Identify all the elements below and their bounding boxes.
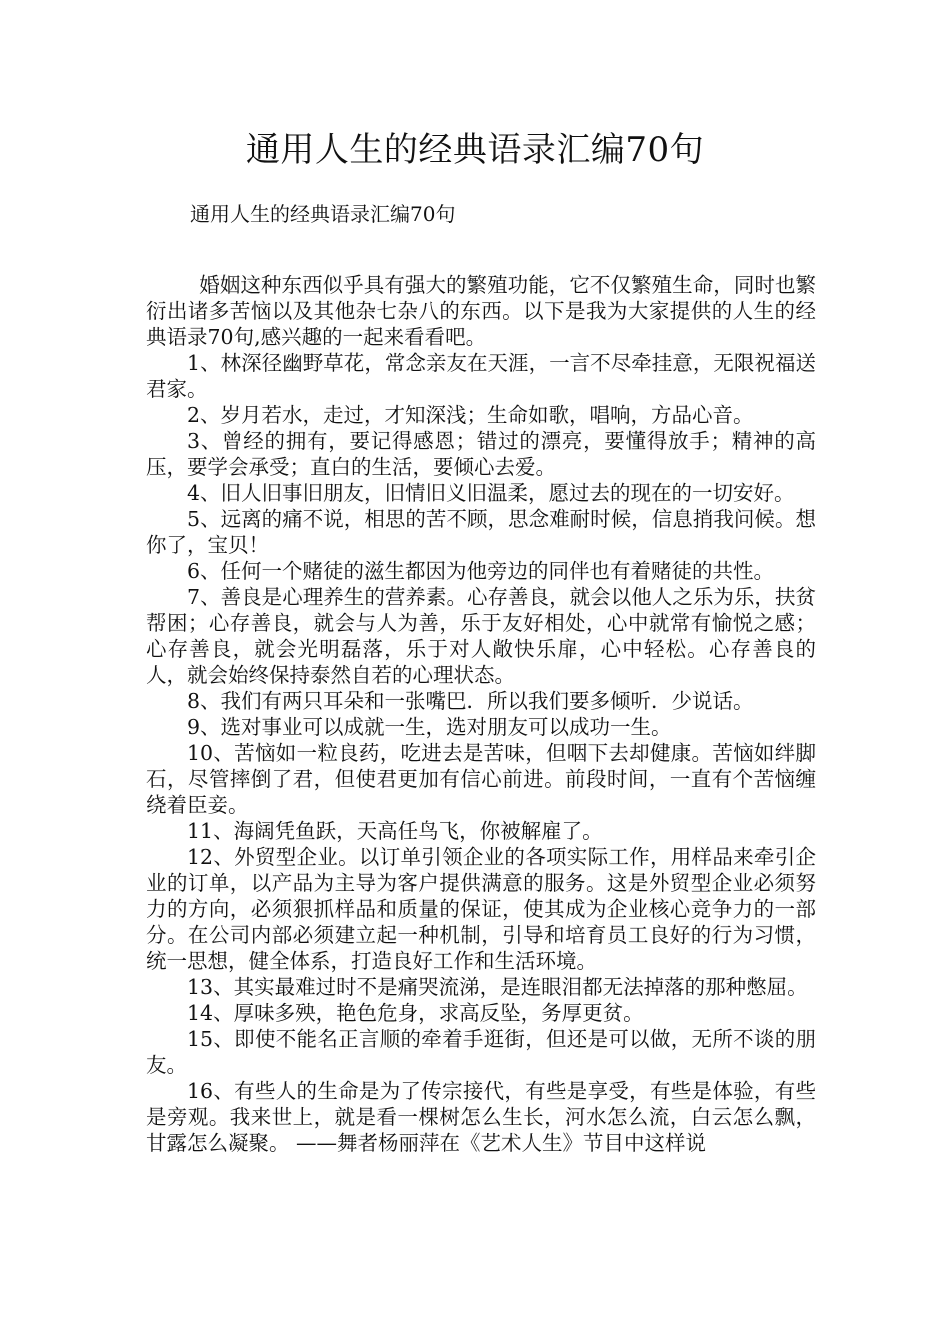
quote-paragraph: 12、外贸型企业。以订单引领企业的各项实际工作，用样品来牵引企业的订单，以产品为主导为客户提供满意的服务。这是外贸型企业必须努力的方向，必须狠抓样品和质量的保证，使其成为企业核心竞争力的一部分。在公司内部必须建立起一种机制，引导和培育员工良好的行为习惯，统一思想，健全体系，打造良好工作和生活环境。 (146, 845, 816, 973)
quote-paragraph: 2、岁月若水，走过，才知深浅；生命如歌，唱响，方品心音。 (187, 403, 754, 427)
quote-paragraph: 9、选对事业可以成就一生，选对朋友可以成功一生。 (187, 715, 672, 739)
quote-paragraph: 4、旧人旧事旧朋友，旧情旧义旧温柔，愿过去的现在的一切安好。 (187, 481, 795, 505)
quote-paragraph: 7、善良是心理养生的营养素。心存善良，就会以他人之乐为乐，扶贫帮困；心存善良，就会与人为善，乐于友好相处，心中就常有愉悦之感；心存善良，就会光明磊落，乐于对人敞快乐扉，心中轻松。心存善良的人，就会始终保持泰然自若的心理状态。 (146, 585, 816, 687)
quote-paragraph: 13、其实最难过时不是痛哭流涕，是连眼泪都无法掉落的那种憋屈。 (187, 975, 808, 999)
document-title: 通用人生的经典语录汇编70句 (245, 130, 705, 170)
quote-paragraph: 8、我们有两只耳朵和一张嘴巴．所以我们要多倾听．少说话。 (187, 689, 754, 713)
quote-paragraph: 14、厚味多殃，艳色危身，求高反坠，务厚更贫。 (187, 1001, 644, 1025)
quote-paragraph: 1、林深径幽野草花，常念亲友在天涯，一言不尽牵挂意，无限祝福送君家。 (146, 351, 816, 401)
document-subtitle: 通用人生的经典语录汇编70句 (190, 202, 456, 226)
quote-paragraph: 11、海阔凭鱼跃，天高任鸟飞，你被解雇了。 (187, 819, 603, 843)
quote-paragraph: 16、有些人的生命是为了传宗接代，有些是享受，有些是体验，有些是旁观。我来世上，就是看一棵树怎么生长，河水怎么流，白云怎么飘，甘露怎么凝聚。 ——舞者杨丽萍在《艺术人生》节目中这样说 (146, 1079, 816, 1155)
document-body (146, 272, 816, 1156)
quote-paragraph: 15、即使不能名正言顺的牵着手逛街，但还是可以做，无所不谈的朋友。 (146, 1027, 816, 1077)
quote-paragraph: 3、曾经的拥有，要记得感恩；错过的漂亮，要懂得放手；精神的高压，要学会承受；直白的生活，要倾心去爱。 (146, 429, 816, 479)
quote-paragraph: 6、任何一个赌徒的滋生都因为他旁边的同伴也有着赌徒的共性。 (187, 559, 775, 583)
quote-paragraph: 10、苦恼如一粒良药，吃进去是苦味，但咽下去却健康。苦恼如绊脚石，尽管摔倒了君，但使君更加有信心前进。前段时间，一直有个苦恼缠绕着臣妾。 (146, 741, 816, 817)
quote-paragraph: 5、远离的痛不说，相思的苦不顾，思念难耐时候，信息捎我问候。想你了，宝贝！ (146, 507, 816, 557)
intro-paragraph: 婚姻这种东西似乎具有强大的繁殖功能，它不仅繁殖生命，同时也繁衍出诸多苦恼以及其他杂七杂八的东西。以下是我为大家提供的人生的经典语录70句,感兴趣的一起来看看吧。 (146, 273, 816, 349)
